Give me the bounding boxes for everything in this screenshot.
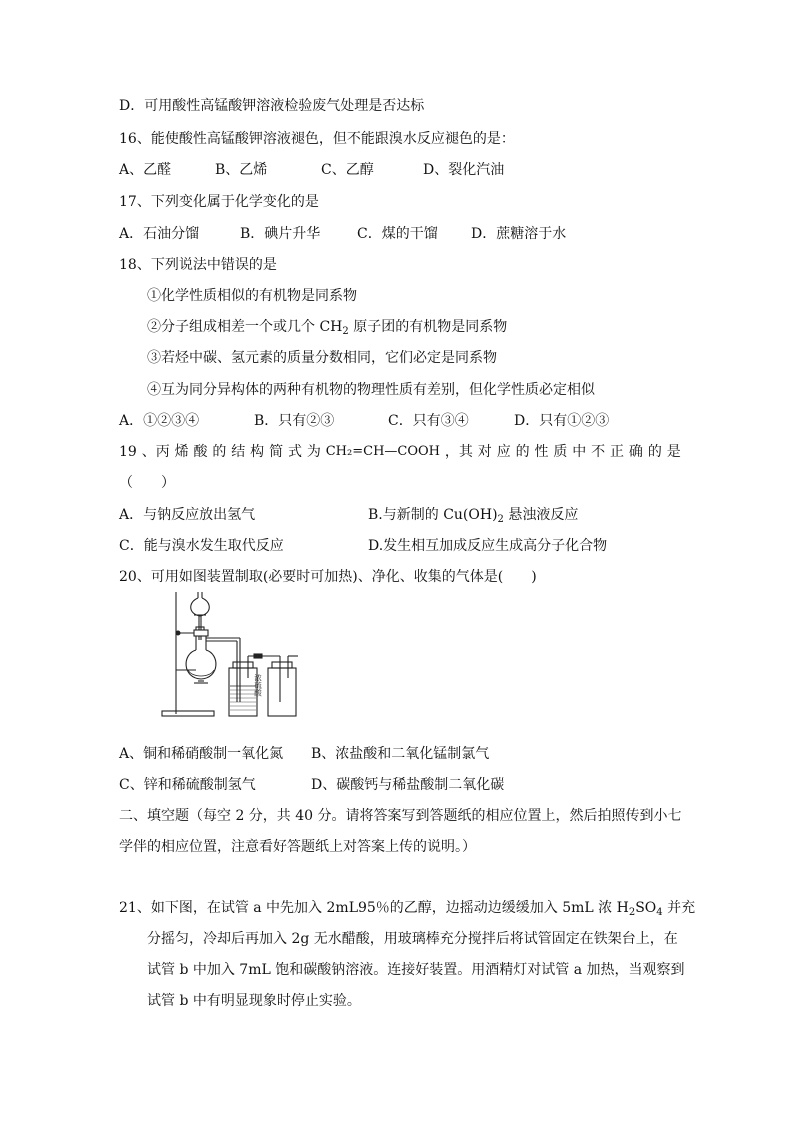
delivery-tube bbox=[206, 638, 240, 702]
q20-option-c: C、锌和稀硫酸制氢气 bbox=[119, 777, 256, 793]
q20-stem: 20、可用如图装置制取(必要时可加热)、净化、收集的气体是( ) bbox=[119, 569, 537, 585]
q18-option-d: D．只有①②③ bbox=[514, 413, 610, 429]
iron-stand bbox=[162, 592, 214, 716]
q18-stem: 18、下列说法中错误的是 bbox=[119, 257, 277, 273]
q19-answer-paren: （ ） bbox=[119, 475, 175, 491]
q17-option-d: D．蔗糖溶于水 bbox=[471, 226, 567, 242]
q18-option-b: B．只有②③ bbox=[254, 413, 335, 429]
q20-option-a: A、铜和稀硝酸制一氧化氮 bbox=[119, 746, 284, 762]
q18-statement-3: ③若烃中碳、氢元素的质量分数相同，它们必定是同系物 bbox=[147, 350, 497, 366]
q17-option-b: B．碘片升华 bbox=[240, 226, 321, 242]
q17-option-c: C．煤的干馏 bbox=[357, 226, 438, 242]
gas-collecting-bottle bbox=[268, 656, 298, 716]
q16-option-a: A、乙醛 bbox=[119, 162, 172, 178]
q16-option-d: D、裂化汽油 bbox=[423, 162, 505, 178]
q18-option-a: A．①②③④ bbox=[119, 413, 200, 429]
q19-option-a: A．与钠反应放出氢气 bbox=[119, 507, 256, 523]
q18-option-c: C．只有③④ bbox=[388, 413, 469, 429]
q16-option-c: C、乙醇 bbox=[321, 162, 374, 178]
q18-statement-2: ②分子组成相差一个或几个 $CH_2$ 原子团的有机物是同系物 bbox=[147, 319, 508, 337]
section2-heading-line2: 学伴的相应位置，注意看好答题纸上对答案上传的说明。） bbox=[119, 839, 476, 855]
q20-option-b: B、浓盐酸和二氧化锰制氯气 bbox=[311, 746, 490, 762]
q21-line3: 试管 b 中加入 7mL 饱和碳酸钠溶液。连接好装置。用酒精灯对试管 a 加热，当观察到 bbox=[147, 962, 685, 978]
q16-stem: 16、能使酸性高锰酸钾溶液褪色，但不能跟溴水反应褪色的是： bbox=[119, 131, 515, 147]
q17-stem: 17、下列变化属于化学变化的是 bbox=[119, 194, 319, 210]
q18-statement-4: ④互为同分异构体的两种有机物的物理性质有差别，但化学性质必定相似 bbox=[147, 382, 595, 398]
q19-option-c: C．能与溴水发生取代反应 bbox=[119, 538, 284, 554]
q17-option-a: A．石油分馏 bbox=[119, 226, 200, 242]
q21-line4: 试管 b 中有明显现象时停止实验。 bbox=[147, 993, 361, 1009]
q18-statement-1: ①化学性质相似的有机物是同系物 bbox=[147, 288, 357, 304]
gas-apparatus-figure bbox=[158, 590, 300, 718]
q20-option-d: D、碳酸钙与稀盐酸制二氧化碳 bbox=[311, 777, 505, 793]
q19-option-b: B.与新制的 $Cu(OH)_2$ 悬浊液反应 bbox=[368, 507, 579, 525]
q21-line1: 21、如下图，在试管 a 中先加入 2mL95％的乙醇，边摇动边缓缓加入 5mL 浓 $H_2SO_4$ 并充 bbox=[119, 900, 696, 918]
q19-stem: 19 、丙 烯 酸 的 结 构 简 式 为 CH₂=CH—COOH ，其 对 应 的 性 质 中 不 正 确 的 是 bbox=[119, 444, 681, 460]
concentrated-sulfuric-acid-label: 浓硫酸 bbox=[253, 674, 263, 697]
q15-option-d: D．可用酸性高锰酸钾溶液检验废气处理是否达标 bbox=[119, 98, 425, 114]
section2-heading-line1: 二、填空题（每空 2 分，共 40 分。请将答案写到答题纸的相应位置上，然后拍照传到小七 bbox=[119, 808, 682, 824]
q21-line2: 分摇匀，冷却后再加入 2g 无水醋酸，用玻璃棒充分搅拌后将试管固定在铁架台上，在 bbox=[147, 931, 678, 947]
q19-option-d: D.发生相互加成反应生成高分子化合物 bbox=[368, 538, 608, 554]
q16-option-b: B、乙烯 bbox=[215, 162, 268, 178]
